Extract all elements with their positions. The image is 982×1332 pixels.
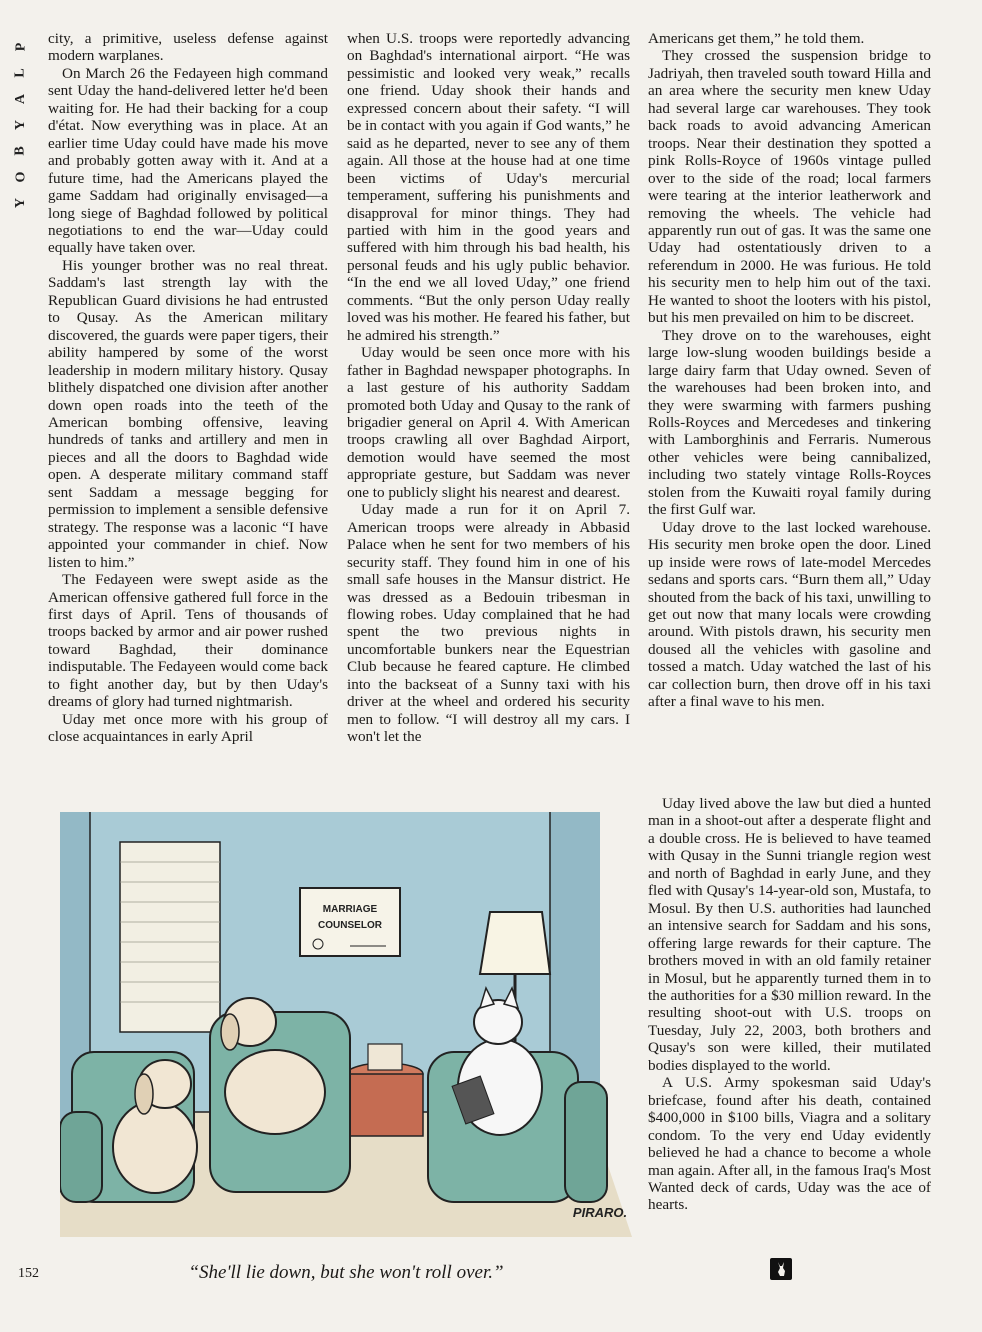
paragraph: On March 26 the Fedayeen high command sent Uday the hand-delivered letter he'd been waiting for. He had their backing for a coup d'état. Now everything was in place. At an earlier time Uday could have made his move and probably gotten away with it. And at a future time, had the Americans played the game Saddam had originally envisaged—a long siege of Baghdad followed by political negotiations to end the war—Uday could equally have taken over. (48, 64, 328, 257)
running-head (10, 34, 32, 216)
paragraph: A U.S. Army spokesman said Uday's briefcase, found after his death, contained $400,000 in $100 bills, Viagra and a solitary condom. To the very end Uday evidently believed he had a chance to become a whole man again. After all, in the famous Iraq's Most Wanted deck of cards, Uday was the ace of hearts. (648, 1074, 931, 1214)
page-number: 152 (18, 1266, 39, 1281)
paragraph: city, a primitive, useless defense against modern warplanes. (48, 30, 328, 65)
text-column-3-lower (648, 795, 931, 1214)
running-head-letter: Y (13, 119, 28, 131)
paragraph: The Fedayeen were swept aside as the American offensive gathered full force in the first days of April. Tens of thousands of troops backed by armor and air power rushed toward Baghdad, their dominance indisputable. The Fedayeen would come back to fight another day, but by then Uday's dreams of glory had turned nightmarish. (48, 571, 328, 711)
paragraph: Uday drove to the last locked warehouse. His security men broke open the door. Lined up inside were rows of late-model Mercedes sedans and sports cars. “Burn them all,” Uday shouted from the back of his taxi, unwilling to get out now that many locals were crowding around. With pistols drawn, his security men doused all the vehicles with gasoline and tossed a match. Uday watched the last of his car collection burn, then drove off in his taxi after a final wave to his men. (648, 518, 931, 711)
text-column-2 (347, 30, 630, 746)
cartoonist-signature: PIRARO. (572, 1205, 628, 1220)
sign-line-1: MARRIAGE (322, 904, 378, 915)
cartoon-caption: “She'll lie down, but she won't roll over.” (188, 1262, 504, 1283)
paragraph: Uday would be seen once more with his father in Baghdad newspaper photographs. In a last gesture of his authority Saddam promoted both Uday and Qusay to the rank of brigadier general on April 4. With American troops crawling all over Baghdad Airport, demotion would have seemed the most appropriate gesture, but Saddam was never one to publicly slight his nearest and dearest. (347, 344, 630, 501)
paragraph: They crossed the suspension bridge to Jadriyah, then traveled south toward Hilla and an area where the security men knew Uday had several large car warehouses. They took back roads to avoid advancing American troops. Near their destination they spotted a pink Rolls-Royce of 1960s vintage pulled over to the side of the road; local farmers were tearing at the interior leatherwork and removing the wheels. The vehicle had apparently run out of gas. It was the same one Uday had ostentatiously driven to a referendum in 2000. He was furious. He told his security men to help him out of the taxi. He wanted to shoot the looters with his pistol, but his men prevailed on him to be discreet. (648, 47, 931, 327)
running-head-letter: O (12, 171, 28, 183)
text-column-3 (648, 30, 931, 711)
running-head-letter: Y (13, 197, 28, 209)
sign-line-2: COUNSELOR (318, 920, 382, 931)
paragraph: Uday lived above the law but died a hunted man in a shoot-out after a desperate flight and a double cross. He is believed to have teamed with Qusay in the Sunni triangle region west and north of Baghdad in early June, and they fled with Qusay's 14-year-old son, Mustafa, to Mosul. By then U.S. authorities had launched an intensive search for Saddam and his sons, offering large rewards for their capture. The brothers moved in with an old family retainer in Mosul, but he apparently turned them in to the authorities for a $30 million reward. In the resulting shoot-out with U.S. troops on Tuesday, July 22, 2003, both brothers and Qusay's son were killed, their mutilated bodies displayed to the world. (648, 795, 931, 1074)
paragraph: They drove on to the warehouses, eight large low-slung wooden buildings beside a large dairy farm that Uday owned. Seven of the warehouses had been broken into, and they were swarming with farmers pushing Rolls-Royces and Mercedeses and tinkering with Lamborghinis and Ferraris. Numerous other vehicles were being cannibalized, including two stately vintage Rolls-Royces stolen from the Kuwaiti royal family during the first Gulf war. (648, 326, 931, 519)
paragraph: Uday made a run for it on April 7. American troops were already in Abbasid Palace when he sent for two members of his security staff. They found him in one of his small safe houses in the Mansur district. He was dressed as a Bedouin tribesman in flowing robes. Uday complained that he had spent the two previous nights in uncomfortable bunkers near the Equestrian Club because he feared capture. He climbed into the backseat of a Sunny taxi with his driver at the wheel and ordered his security men to follow. “I will destroy all my cars. I won't let the (347, 501, 630, 746)
running-head-letter: P (13, 42, 28, 52)
running-head-letter: A (13, 93, 28, 105)
bunny-logo-icon (770, 1258, 792, 1280)
paragraph: Uday met once more with his group of close acquaintances in early April (48, 710, 328, 746)
paragraph: His younger brother was no real threat. Saddam's last strength lay with the Republican Guard divisions he had entrusted to Qusay. As the American military discovered, the guards were paper tigers, their ability hampered by some of the worst leadership in modern military history. Qusay blithely dispatched one division after another down open roads into the teeth of the American bombing offensive, leaving hundreds of tanks and artillery and men in pieces and all the doors to Baghdad wide open. A desperate military command staff sent Saddam a message begging for permission to implement a sensible defensive strategy. The response was a laconic “I have appointed your commander in chief. Now listen to him.” (48, 256, 329, 571)
text-column-1 (48, 30, 328, 746)
paragraph: Americans get them,” he told them. (648, 30, 865, 47)
paragraph: when U.S. troops were reportedly advancing on Baghdad's international airport. “He was pessimistic and looked very weak,” recalls one friend. Uday shook their hands and expressed concern about their safety. “I will be in contact with you again if God wants,” he said as he departed, never to see any of them again. All those at the house had at one time been victims of Uday's mercurial temperament, suffering his punishments and disapproval for minor things. They had partied with him in the good years and suffered with him through his bad health, his personal feuds and his ugly public behavior. “In the end we all loved Uday,” one friend comments. “But the only person Uday really loved was his mother. He feared his father, but he admired his strength.” (347, 30, 630, 344)
cartoon-illustration (60, 812, 632, 1237)
running-head-letter: B (13, 146, 28, 156)
running-head-letter: L (13, 68, 28, 78)
